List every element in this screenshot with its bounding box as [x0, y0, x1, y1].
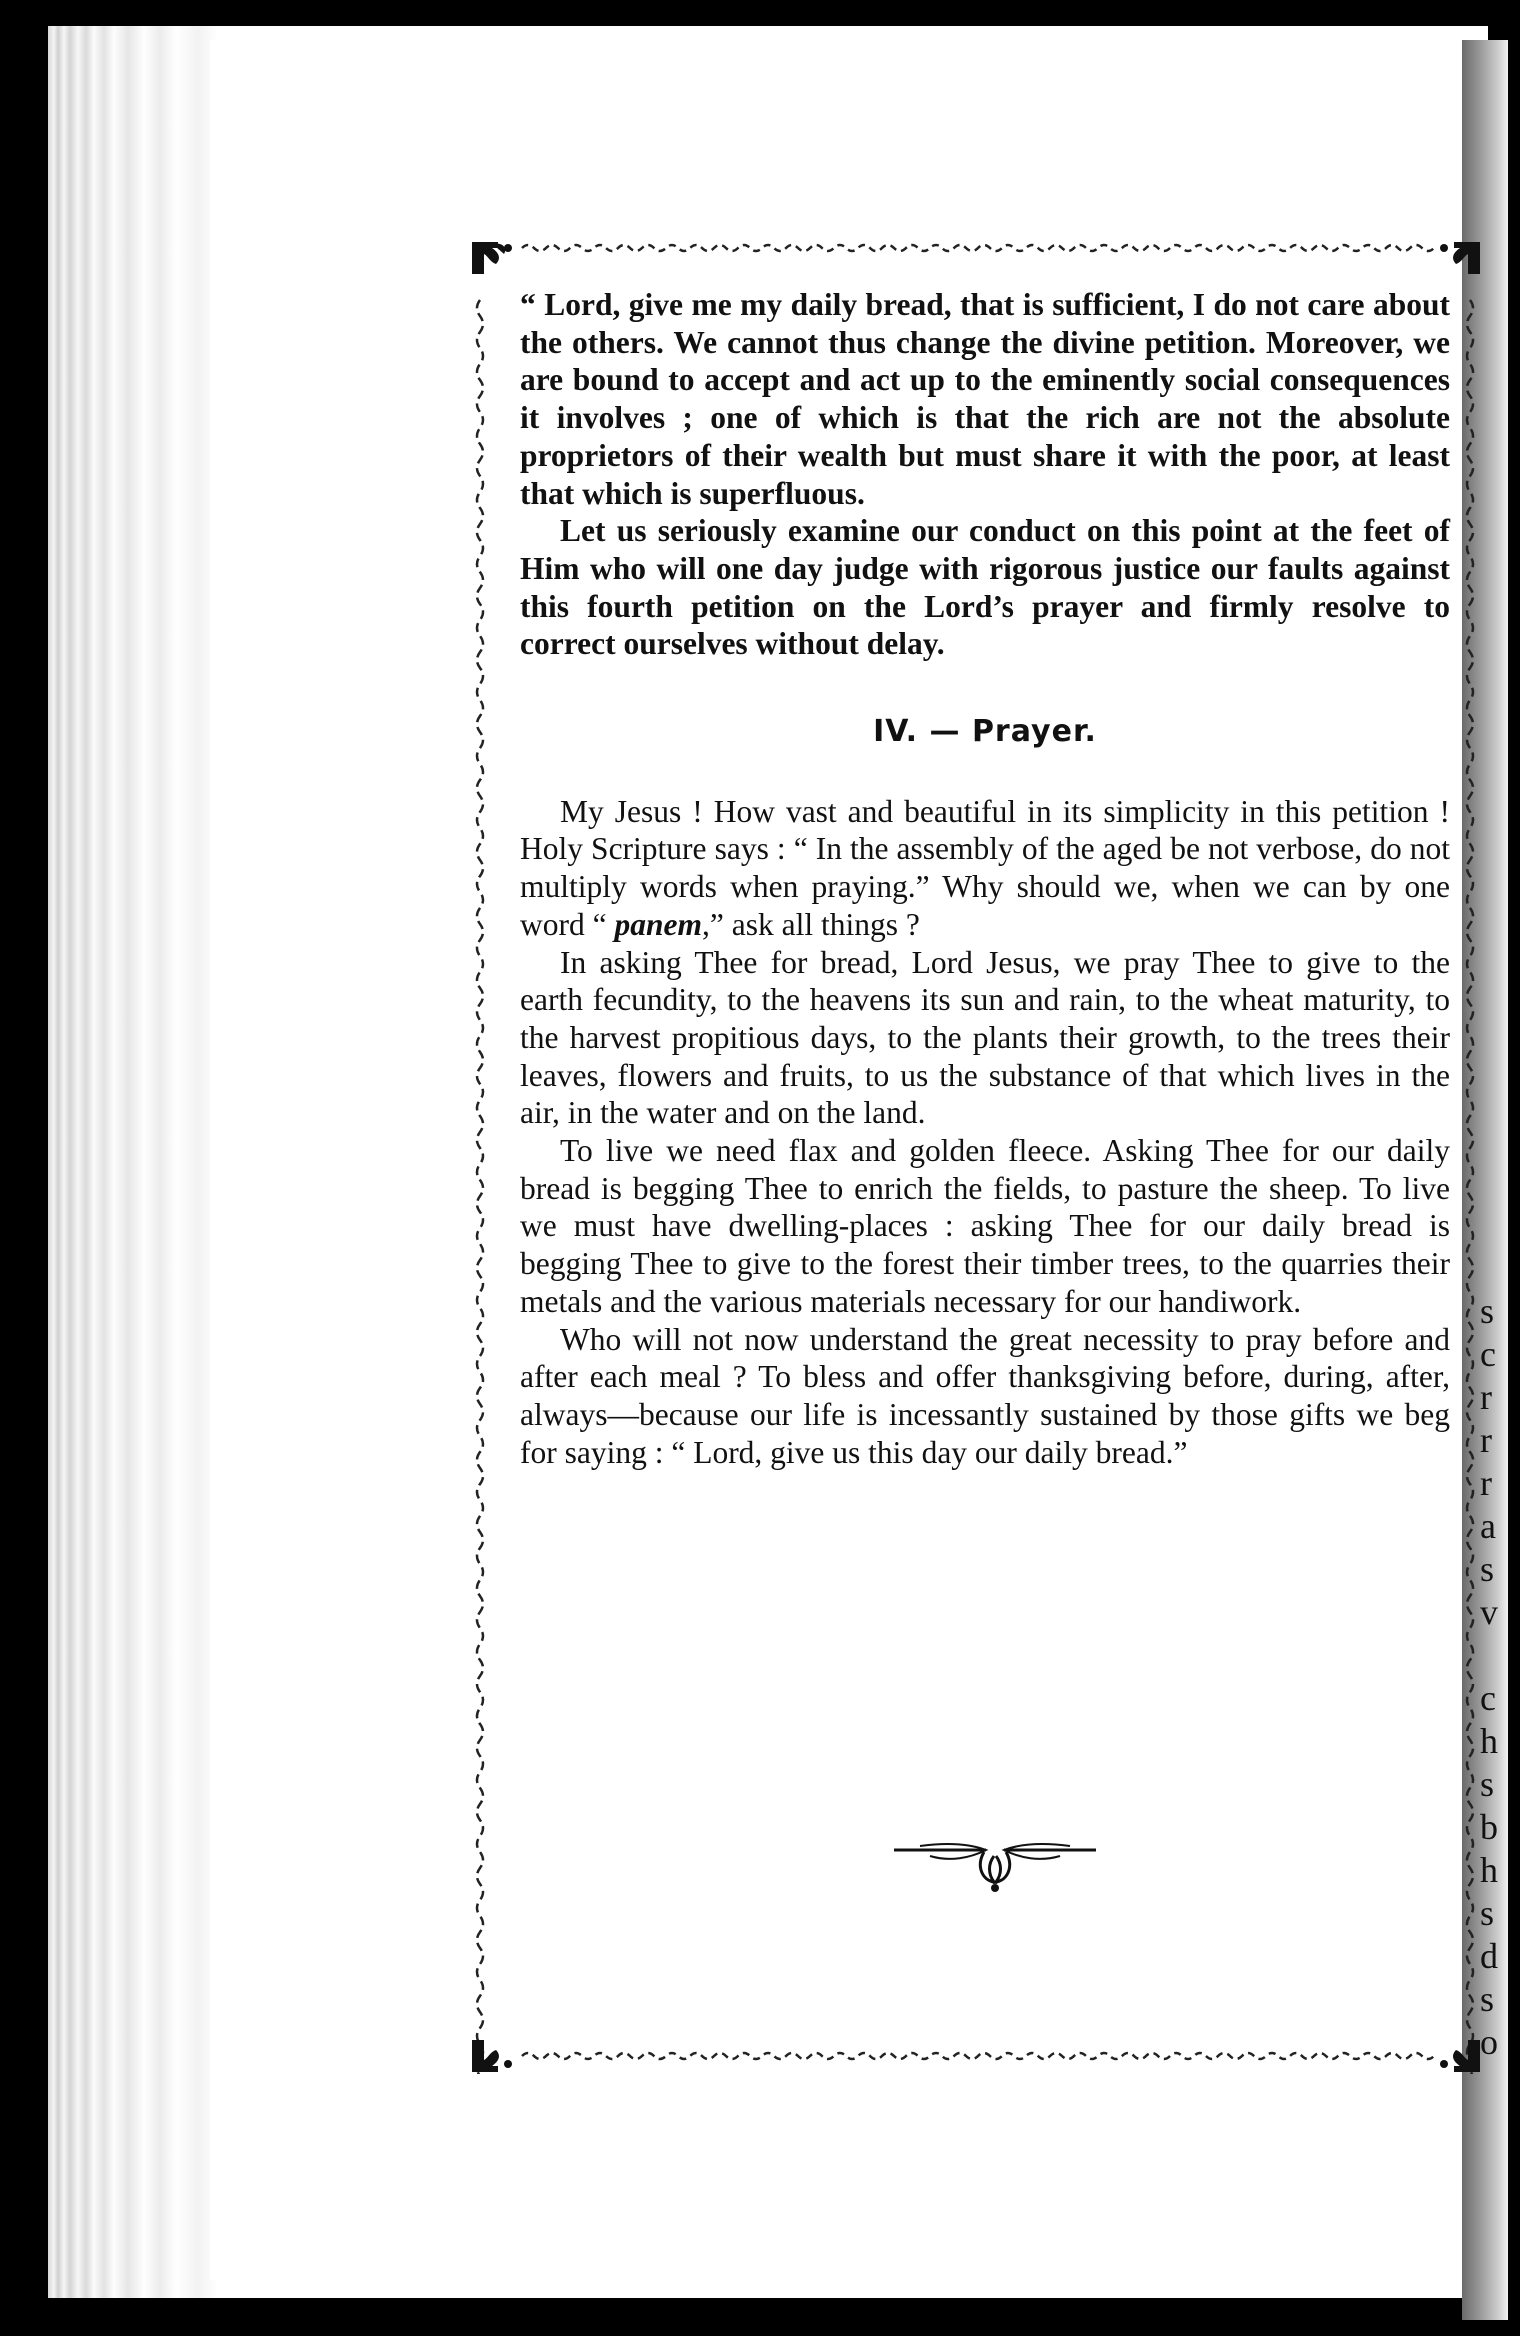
adjacent-page-letter: s [1480, 1893, 1495, 1933]
paragraph-1: “ Lord, give me my daily bread, that is sufficient, I do not care about the others. We cannot thus change the divine petition. Moreover, we are bound to accept and act up to the eminently social consequences it involves ; one of which is that the rich are not the absolute proprietors of their wealth but must share it with the poor, at least that which is superfluous. [520, 287, 1450, 511]
adjacent-page-letter [1480, 1634, 1520, 1677]
paragraph-2: Let us seriously examine our conduct on this point at the feet of Him who will one day judge with rigorous justice our faults against this fourth petition on the Lord’s prayer and firmly resolve to correct ourselves without delay. [520, 513, 1450, 662]
adjacent-page-letter: v [1480, 1592, 1498, 1632]
adjacent-page-letter: h [1480, 1850, 1498, 1890]
paragraph-3 [520, 793, 1450, 944]
paragraph-6: Who will not now understand the great necessity to pray before and after each meal ? To bless and offer thanksgiving before, during, after, always—because our life is incessantly sustained by those gifts we beg for saying : “ Lord, give us this day our daily bread.” [520, 1321, 1450, 1470]
adjacent-page-letter: s [1480, 1291, 1495, 1331]
adjacent-page-letter: c [1480, 1334, 1496, 1374]
adjacent-page-letter: r [1480, 1420, 1492, 1460]
adjacent-page-letters [1480, 1290, 1520, 2064]
adjacent-page-letter: b [1480, 1807, 1498, 1847]
adjacent-page-letter: s [1480, 1979, 1495, 2019]
paragraph-4: In asking Thee for bread, Lord Jesus, we pray Thee to give to the earth fecundity, to the heavens its sun and rain, to the wheat maturity, to the harvest propitious days, to the plants their growth, to the trees their leaves, flowers and fruits, to us the substance of that which lives in the air, in the water and on the land. [520, 944, 1450, 1131]
adjacent-page-letter: s [1480, 1764, 1495, 1804]
tailpiece-ornament [890, 1836, 1100, 1896]
page-text [520, 286, 1450, 1471]
adjacent-page-letter: o [1480, 2022, 1498, 2062]
adjacent-page-letter: s [1480, 1549, 1495, 1589]
adjacent-page-letter: d [1480, 1936, 1498, 1976]
paragraph-5: To live we need flax and golden fleece. Asking Thee for our daily bread is begging Thee to enrich the fields, to pasture the sheep. To live we must have dwelling-places : asking Thee for our daily bread is begging Thee to give to the forest their timber trees, to the quarries their metals and the various materials necessary for our handiwork. [520, 1133, 1450, 1319]
adjacent-page-letter: a [1480, 1506, 1496, 1546]
section-heading: IV. — Prayer. [873, 714, 1097, 750]
adjacent-page-letter: r [1480, 1463, 1492, 1503]
paragraph-3-italic: panem [614, 906, 702, 942]
paragraph-3-start: My Jesus ! How vast and beautiful in its simplicity in this petition ! Holy Scripture says : “ In the assembly of the aged be not verbose, do not multiply words when praying.” Why should we, when we can by one word “ [520, 793, 1450, 942]
adjacent-page-letter: r [1480, 1377, 1492, 1417]
adjacent-page-letter: c [1480, 1678, 1496, 1718]
paragraph-3-end: ,” ask all things ? [702, 906, 920, 942]
adjacent-page-letter: h [1480, 1721, 1498, 1761]
